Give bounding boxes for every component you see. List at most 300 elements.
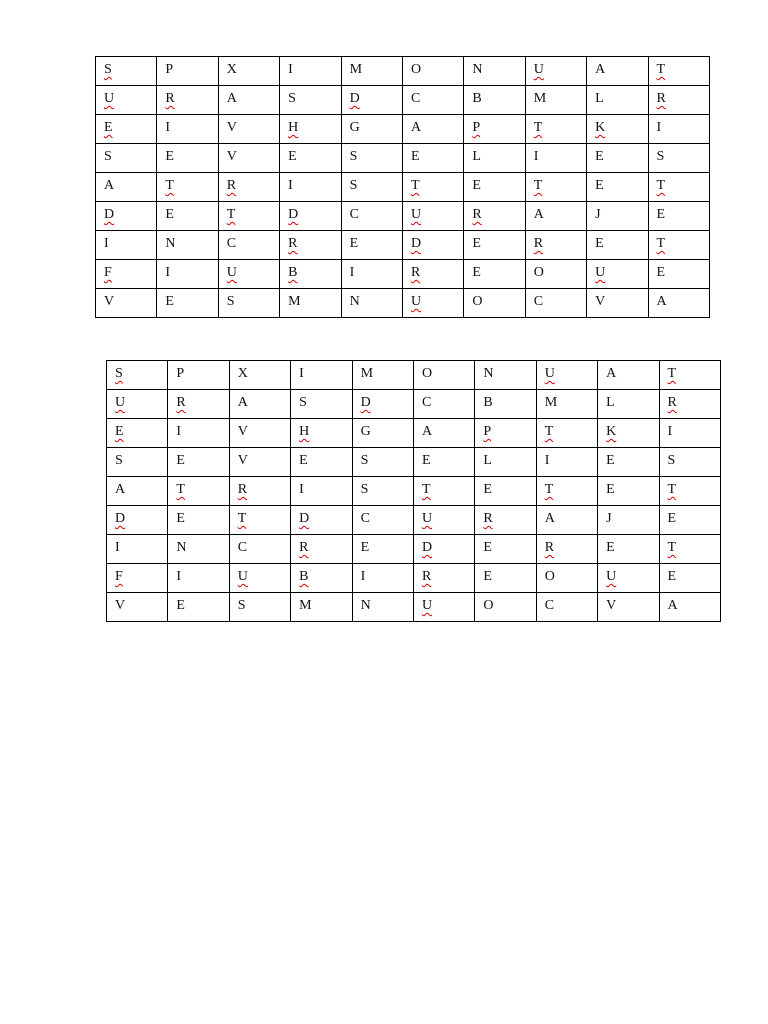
grid-letter: S — [299, 395, 307, 410]
grid-cell — [659, 564, 720, 593]
grid-cell — [291, 448, 352, 477]
grid-cell — [168, 535, 229, 564]
grid-cell — [157, 260, 218, 289]
grid-cell — [525, 86, 586, 115]
grid-letter: K — [595, 120, 606, 135]
grid-cell — [107, 506, 168, 535]
grid-cell — [525, 57, 586, 86]
grid-cell — [96, 231, 157, 260]
grid-letter: B — [299, 569, 309, 584]
grid-cell — [648, 202, 709, 231]
grid-letter: S — [360, 453, 369, 468]
grid-cell — [475, 477, 536, 506]
grid-letter: M — [299, 598, 312, 613]
grid-letter: E — [472, 178, 481, 193]
grid-letter: S — [115, 453, 123, 468]
grid-letter: L — [595, 91, 604, 106]
grid-letter: R — [237, 482, 248, 497]
grid-cell — [291, 535, 352, 564]
grid-letter: E — [165, 294, 174, 309]
grid-cell — [96, 86, 157, 115]
grid-letter: A — [544, 511, 555, 526]
grid-cell — [402, 260, 463, 289]
grid-cell — [525, 202, 586, 231]
grid-letter: E — [595, 149, 604, 164]
grid-cell — [107, 564, 168, 593]
grid-cell — [168, 361, 229, 390]
grid-row — [96, 115, 710, 144]
grid-cell — [218, 144, 279, 173]
grid-letter: I — [349, 265, 355, 280]
grid-cell — [413, 419, 474, 448]
grid-letter: R — [544, 540, 555, 555]
grid-cell — [107, 448, 168, 477]
grid-letter: T — [421, 482, 431, 497]
grid-letter: U — [226, 265, 237, 280]
grid-cell — [659, 593, 720, 622]
grid-cell — [96, 260, 157, 289]
grid-cell — [96, 202, 157, 231]
grid-letter: E — [472, 265, 481, 280]
grid-letter: E — [421, 453, 431, 468]
grid-cell — [525, 289, 586, 318]
grid-cell — [536, 593, 597, 622]
grid-cell — [341, 202, 402, 231]
grid-cell — [341, 115, 402, 144]
grid-cell — [587, 144, 648, 173]
grid-cell — [536, 361, 597, 390]
grid-letter: V — [226, 120, 237, 135]
grid-letter: E — [606, 453, 615, 468]
grid-letter: R — [533, 236, 544, 251]
grid-letter: E — [472, 236, 481, 251]
grid-letter: R — [483, 511, 493, 526]
grid-cell — [536, 390, 597, 419]
grid-cell — [536, 506, 597, 535]
grid-letter: C — [237, 540, 248, 555]
grid-cell — [648, 231, 709, 260]
grid-cell — [341, 260, 402, 289]
grid-cell — [280, 144, 341, 173]
grid-cell — [648, 144, 709, 173]
grid-cell — [352, 419, 413, 448]
grid-letter: P — [472, 120, 481, 135]
grid-row — [107, 477, 721, 506]
grid-cell — [475, 448, 536, 477]
grid-cell — [96, 57, 157, 86]
grid-letter: I — [360, 569, 366, 584]
grid-cell — [402, 173, 463, 202]
grid-letter: D — [104, 207, 115, 222]
grid-cell — [402, 115, 463, 144]
grid-cell — [475, 593, 536, 622]
grid-cell — [280, 57, 341, 86]
grid-letter: T — [656, 236, 666, 251]
grid-letter: E — [595, 236, 604, 251]
grid-letter: M — [288, 294, 301, 309]
grid-cell — [464, 144, 525, 173]
grid-cell — [218, 115, 279, 144]
grid-cell — [229, 390, 290, 419]
grid-letter: C — [226, 236, 237, 251]
grid-cell — [341, 57, 402, 86]
grid-cell — [218, 289, 279, 318]
grid-body — [96, 57, 710, 318]
grid-letter: S — [104, 149, 112, 164]
grid-letter: D — [360, 395, 371, 410]
grid-letter: U — [421, 598, 433, 613]
grid-cell — [464, 202, 525, 231]
grid-letter: R — [421, 569, 432, 584]
grid-letter: R — [176, 395, 186, 410]
grid-letter: A — [237, 395, 248, 410]
grid-cell — [598, 448, 659, 477]
grid-cell — [96, 289, 157, 318]
grid-letter: I — [544, 453, 550, 468]
grid-letter: I — [667, 424, 673, 439]
grid-letter: C — [544, 598, 555, 613]
grid-cell — [464, 231, 525, 260]
grid-letter: A — [410, 120, 422, 135]
grid-cell — [402, 144, 463, 173]
grid-row — [96, 289, 710, 318]
grid-cell — [96, 115, 157, 144]
grid-letter: U — [115, 395, 126, 410]
grid-letter: E — [360, 540, 370, 555]
grid-letter: E — [667, 511, 677, 526]
grid-cell — [280, 231, 341, 260]
grid-letter: N — [472, 62, 483, 77]
grid-cell — [587, 260, 648, 289]
grid-cell — [352, 535, 413, 564]
grid-cell — [218, 57, 279, 86]
grid-letter: E — [606, 540, 615, 555]
grid-letter: B — [288, 265, 298, 280]
grid-letter: I — [176, 569, 182, 584]
grid-letter: N — [483, 366, 494, 381]
grid-cell — [352, 390, 413, 419]
grid-row — [107, 448, 721, 477]
grid-letter: M — [349, 62, 363, 77]
grid-row — [107, 390, 721, 419]
grid-letter: S — [104, 62, 112, 77]
grid-letter: R — [288, 236, 298, 251]
grid-cell — [218, 202, 279, 231]
grid-cell — [413, 477, 474, 506]
grid-cell — [280, 202, 341, 231]
grid-letter: I — [115, 540, 120, 555]
grid-letter: U — [595, 265, 606, 280]
grid-letter: E — [595, 178, 604, 193]
grid-cell — [464, 57, 525, 86]
grid-cell — [525, 173, 586, 202]
grid-cell — [413, 564, 474, 593]
grid-cell — [352, 477, 413, 506]
grid-letter: S — [226, 294, 235, 309]
grid-letter: T — [667, 482, 677, 497]
grid-cell — [464, 260, 525, 289]
grid-row — [107, 419, 721, 448]
grid-cell — [525, 115, 586, 144]
grid-cell — [107, 419, 168, 448]
grid-cell — [107, 477, 168, 506]
grid-cell — [168, 477, 229, 506]
grid-cell — [168, 419, 229, 448]
grid-cell — [475, 506, 536, 535]
grid-cell — [157, 115, 218, 144]
grid-letter: H — [288, 120, 299, 135]
grid-letter: V — [115, 598, 126, 613]
grid-letter: T — [544, 482, 554, 497]
grid-cell — [402, 289, 463, 318]
grid-letter: J — [606, 511, 612, 526]
grid-cell — [525, 260, 586, 289]
grid-cell — [648, 289, 709, 318]
word-search-grid-1 — [95, 56, 710, 318]
grid-letter: O — [533, 265, 544, 280]
grid-cell — [648, 173, 709, 202]
grid-letter: C — [349, 207, 359, 222]
grid-cell — [168, 593, 229, 622]
grid-letter: A — [115, 482, 126, 497]
grid-cell — [291, 506, 352, 535]
grid-letter: A — [595, 62, 606, 77]
grid-letter: I — [176, 424, 182, 439]
grid-letter: U — [410, 294, 422, 309]
grid-cell — [536, 477, 597, 506]
grid-cell — [536, 535, 597, 564]
grid-row — [96, 86, 710, 115]
grid-letter: I — [104, 236, 109, 251]
grid-row — [107, 593, 721, 622]
grid-cell — [402, 86, 463, 115]
grid-letter: U — [104, 91, 115, 106]
grid-cell — [475, 390, 536, 419]
grid-cell — [402, 202, 463, 231]
grid-cell — [352, 361, 413, 390]
grid-letter: T — [410, 178, 420, 193]
grid-cell — [464, 289, 525, 318]
grid-letter: I — [165, 265, 171, 280]
grid-cell — [218, 173, 279, 202]
grid-letter: S — [349, 149, 358, 164]
grid-letter: T — [533, 120, 543, 135]
grid-cell — [402, 57, 463, 86]
grid-letter: X — [237, 366, 248, 381]
grid-letter: A — [533, 207, 544, 222]
grid-cell — [291, 477, 352, 506]
grid-letter: D — [288, 207, 299, 222]
grid-letter: P — [483, 424, 492, 439]
grid-cell — [96, 144, 157, 173]
grid-cell — [229, 448, 290, 477]
grid-cell — [157, 173, 218, 202]
grid-letter: R — [656, 91, 666, 106]
grid-cell — [475, 419, 536, 448]
grid-cell — [598, 564, 659, 593]
grid-letter: C — [533, 294, 544, 309]
grid-letter: S — [667, 453, 676, 468]
grid-cell — [291, 419, 352, 448]
grid-cell — [598, 593, 659, 622]
grid-cell — [413, 506, 474, 535]
grid-letter: E — [667, 569, 677, 584]
grid-cell — [659, 477, 720, 506]
grid-letter: D — [421, 540, 433, 555]
grid-letter: O — [472, 294, 483, 309]
grid-cell — [598, 506, 659, 535]
grid-cell — [168, 448, 229, 477]
grid-letter: D — [410, 236, 422, 251]
grid-letter: B — [483, 395, 493, 410]
grid-cell — [291, 390, 352, 419]
grid-cell — [464, 86, 525, 115]
grid-row — [96, 202, 710, 231]
grid-cell — [598, 535, 659, 564]
grid-letter: U — [410, 207, 422, 222]
grid-cell — [587, 86, 648, 115]
grid-cell — [525, 144, 586, 173]
grid-letter: L — [472, 149, 481, 164]
grid-cell — [475, 535, 536, 564]
grid-cell — [536, 564, 597, 593]
grid-cell — [587, 231, 648, 260]
grid-cell — [464, 115, 525, 144]
grid-cell — [291, 361, 352, 390]
grid-letter: U — [421, 511, 433, 526]
grid-letter: E — [349, 236, 359, 251]
grid-row — [96, 57, 710, 86]
grid-row — [96, 260, 710, 289]
grid-letter: H — [299, 424, 310, 439]
grid-cell — [598, 390, 659, 419]
grid-cell — [598, 419, 659, 448]
grid-cell — [352, 593, 413, 622]
grid-letter: E — [483, 482, 492, 497]
grid-letter: G — [360, 424, 371, 439]
grid-cell — [475, 361, 536, 390]
grid-letter: T — [656, 178, 666, 193]
grid-letter: V — [237, 424, 248, 439]
grid-cell — [218, 260, 279, 289]
grid-letter: X — [226, 62, 237, 77]
grid-cell — [659, 361, 720, 390]
grid-row — [107, 535, 721, 564]
grid-letter: A — [606, 366, 617, 381]
grid-letter: A — [667, 598, 678, 613]
grid-letter: A — [421, 424, 433, 439]
grid-cell — [352, 506, 413, 535]
grid-row — [96, 231, 710, 260]
grid-letter: G — [349, 120, 360, 135]
grid-letter: S — [237, 598, 246, 613]
grid-letter: E — [410, 149, 420, 164]
grid-cell — [291, 593, 352, 622]
grid-cell — [536, 448, 597, 477]
grid-letter: T — [226, 207, 236, 222]
grid-cell — [413, 448, 474, 477]
grid-cell — [659, 535, 720, 564]
grid-letter: S — [115, 366, 123, 381]
grid-letter: P — [176, 366, 185, 381]
grid-letter: E — [483, 569, 492, 584]
grid-letter: M — [360, 366, 374, 381]
grid-cell — [107, 593, 168, 622]
grid-letter: D — [349, 91, 360, 106]
grid-letter: E — [656, 265, 666, 280]
grid-cell — [648, 115, 709, 144]
grid-cell — [280, 115, 341, 144]
grid-cell — [168, 506, 229, 535]
grid-letter: N — [349, 294, 360, 309]
grid-cell — [341, 231, 402, 260]
grid-letter: I — [533, 149, 539, 164]
grid-cell — [587, 202, 648, 231]
grid-letter: V — [104, 294, 115, 309]
grid-row — [107, 506, 721, 535]
grid-cell — [168, 564, 229, 593]
grid-cell — [587, 57, 648, 86]
grid-cell — [218, 86, 279, 115]
grid-cell — [648, 86, 709, 115]
grid-cell — [168, 390, 229, 419]
grid-cell — [218, 231, 279, 260]
grid-letter: T — [237, 511, 247, 526]
grid-cell — [659, 506, 720, 535]
grid-letter: N — [360, 598, 371, 613]
grid-cell — [291, 564, 352, 593]
grid-cell — [157, 144, 218, 173]
grid-cell — [475, 564, 536, 593]
grid-letter: T — [533, 178, 543, 193]
grid-letter: I — [288, 62, 293, 77]
grid-letter: E — [483, 540, 492, 555]
grid-cell — [341, 289, 402, 318]
grid-cell — [229, 593, 290, 622]
grid-letter: T — [176, 482, 185, 497]
grid-letter: R — [667, 395, 677, 410]
grid-cell — [280, 289, 341, 318]
grid-cell — [598, 477, 659, 506]
grid-letter: N — [176, 540, 187, 555]
grid-letter: N — [165, 236, 176, 251]
grid-letter: B — [472, 91, 482, 106]
grid-cell — [157, 86, 218, 115]
grid-letter: J — [595, 207, 601, 222]
grid-cell — [413, 535, 474, 564]
grid-letter: S — [656, 149, 665, 164]
grid-letter: S — [360, 482, 369, 497]
grid-cell — [587, 173, 648, 202]
grid-letter: E — [165, 149, 174, 164]
grid-cell — [536, 419, 597, 448]
grid-cell — [107, 361, 168, 390]
grid-cell — [280, 260, 341, 289]
grid-letter: V — [606, 598, 617, 613]
grid-cell — [157, 202, 218, 231]
grid-letter: T — [656, 62, 666, 77]
grid-letter: U — [606, 569, 617, 584]
grid-cell — [648, 260, 709, 289]
grid-letter: L — [606, 395, 615, 410]
grid-letter: T — [667, 540, 677, 555]
grid-letter: E — [176, 598, 185, 613]
grid-letter: T — [544, 424, 554, 439]
grid-cell — [413, 593, 474, 622]
grid-cell — [587, 289, 648, 318]
grid-letter: R — [165, 91, 175, 106]
grid-letter: E — [176, 453, 185, 468]
